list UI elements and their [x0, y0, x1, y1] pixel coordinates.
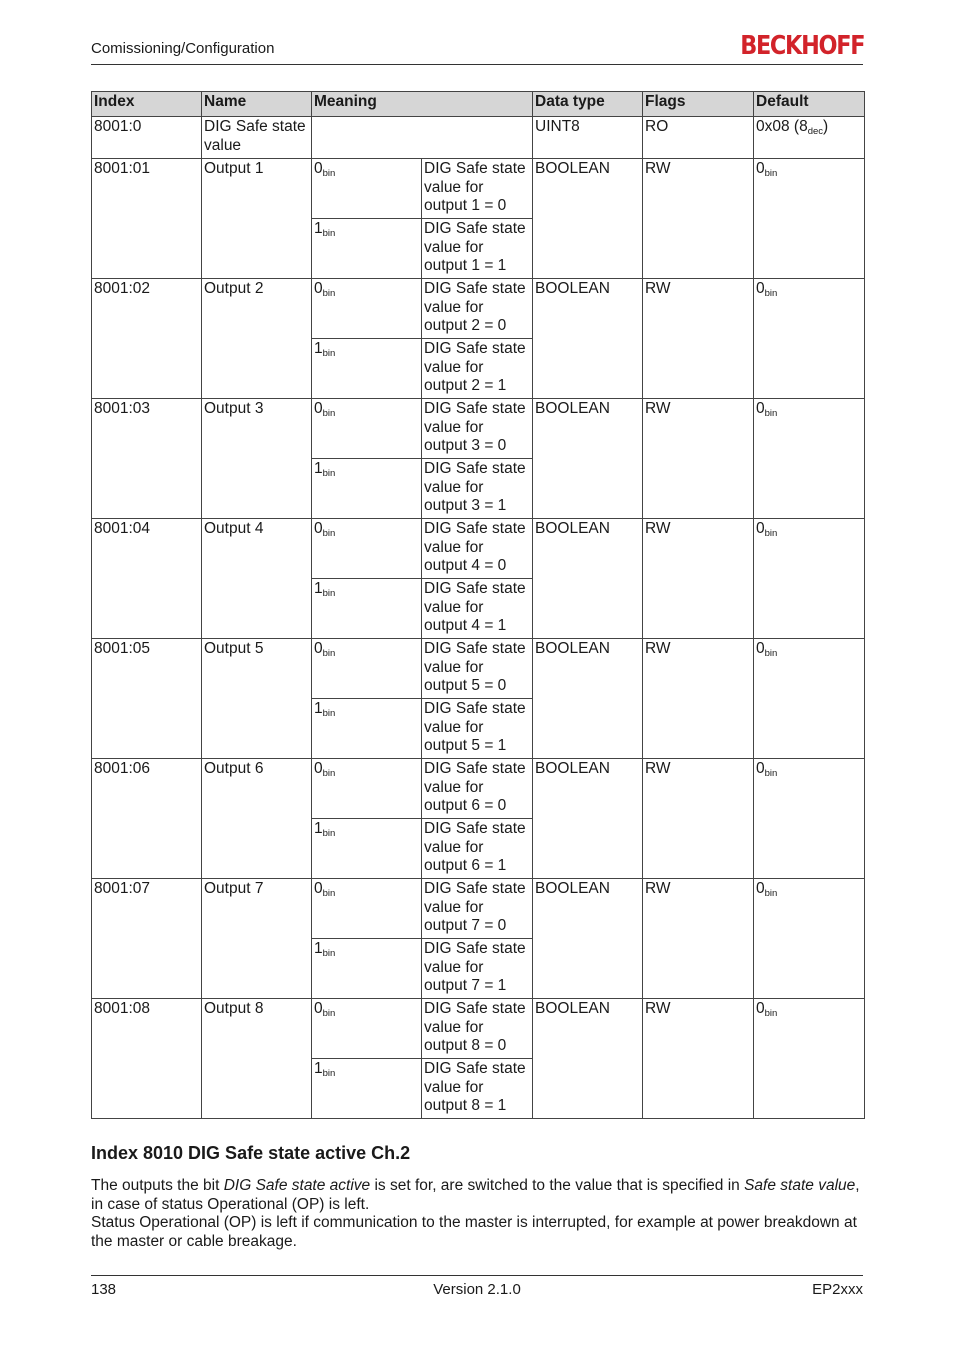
- cell-meaning-text: DIG Safe state value for output 7 = 1: [422, 939, 533, 999]
- default-unit: bin: [764, 1008, 778, 1019]
- bin-unit: bin: [322, 768, 336, 779]
- bin-unit: bin: [322, 948, 336, 959]
- cell-data-type: BOOLEAN: [533, 639, 643, 759]
- bin-value: 1: [314, 1060, 323, 1077]
- cell-meaning-value: [312, 639, 422, 699]
- bin-value: 0: [314, 1000, 323, 1017]
- default-close: ): [823, 118, 829, 135]
- cell-index: 8001:05: [92, 639, 202, 759]
- cell-name: Output 3: [202, 399, 312, 519]
- cell-meaning-value: [312, 819, 422, 879]
- cell-default: [754, 999, 865, 1119]
- default-value: 0: [756, 160, 765, 177]
- bin-unit: bin: [322, 588, 336, 599]
- paragraph-1-part-b: is set for, are switched to the value that is specified in: [370, 1177, 745, 1194]
- cell-index: 8001:02: [92, 279, 202, 399]
- cell-meaning-value: [312, 399, 422, 459]
- section-body: [91, 1177, 863, 1251]
- cell-name: Output 1: [202, 159, 312, 279]
- default-unit: bin: [764, 408, 778, 419]
- cell-meaning-text: DIG Safe state value for output 1 = 0: [422, 159, 533, 219]
- default-unit: dec: [807, 126, 824, 137]
- table-header-row: [92, 92, 865, 117]
- bin-unit: bin: [322, 528, 336, 539]
- cell-data-type: BOOLEAN: [533, 519, 643, 639]
- table-row: [92, 879, 865, 939]
- default-value: 0: [756, 280, 765, 297]
- cell-meaning-text: DIG Safe state value for output 2 = 1: [422, 339, 533, 399]
- footer-divider: [91, 1275, 863, 1276]
- cell-flags: RW: [643, 519, 754, 639]
- column-header-default: Default: [754, 92, 865, 117]
- table-row: [92, 759, 865, 819]
- table-row: [92, 999, 865, 1059]
- bin-unit: bin: [322, 468, 336, 479]
- bin-value: 1: [314, 700, 323, 717]
- cell-meaning-text: DIG Safe state value for output 6 = 0: [422, 759, 533, 819]
- bin-value: 1: [314, 820, 323, 837]
- cell-index: 8001:07: [92, 879, 202, 999]
- cell-name: Output 8: [202, 999, 312, 1119]
- default-unit: bin: [764, 768, 778, 779]
- cell-data-type: BOOLEAN: [533, 159, 643, 279]
- cell-data-type: BOOLEAN: [533, 279, 643, 399]
- cell-name: Output 6: [202, 759, 312, 879]
- cell-data-type: UINT8: [533, 117, 643, 159]
- cell-meaning-text: DIG Safe state value for output 4 = 0: [422, 519, 533, 579]
- bin-unit: bin: [322, 228, 336, 239]
- paragraph-1-part-c: , in case of status Operational (OP) is left.: [91, 1177, 860, 1213]
- column-header-name: Name: [202, 92, 312, 117]
- cell-name: Output 5: [202, 639, 312, 759]
- cell-meaning-text: DIG Safe state value for output 1 = 1: [422, 219, 533, 279]
- cell-meaning-text: DIG Safe state value for output 4 = 1: [422, 579, 533, 639]
- cell-data-type: BOOLEAN: [533, 759, 643, 879]
- cell-default: [754, 639, 865, 759]
- bin-unit: bin: [322, 168, 336, 179]
- cell-data-type: BOOLEAN: [533, 999, 643, 1119]
- bin-value: 0: [314, 760, 323, 777]
- bin-value: 0: [314, 280, 323, 297]
- cell-default: [754, 117, 865, 159]
- bin-unit: bin: [322, 828, 336, 839]
- table-row: [92, 159, 865, 219]
- cell-meaning-value: [312, 879, 422, 939]
- default-value: 0: [756, 520, 765, 537]
- page-number: 138: [91, 1281, 117, 1298]
- cell-default: [754, 759, 865, 879]
- cell-default: [754, 519, 865, 639]
- bin-value: 0: [314, 640, 323, 657]
- default-value: 0: [756, 400, 765, 417]
- cell-meaning-value: [312, 759, 422, 819]
- cell-name: Output 7: [202, 879, 312, 999]
- table-row: [92, 399, 865, 459]
- default-unit: bin: [764, 888, 778, 899]
- column-header-meaning: Meaning: [312, 92, 533, 117]
- table-row: [92, 519, 865, 579]
- cell-meaning-value: [312, 279, 422, 339]
- cell-flags: RW: [643, 399, 754, 519]
- cell-meaning-value: [312, 1059, 422, 1119]
- cell-meaning-value: [312, 159, 422, 219]
- cell-name: DIG Safe state value: [202, 117, 312, 159]
- cell-flags: RW: [643, 999, 754, 1119]
- table-row: [92, 117, 865, 159]
- default-unit: bin: [764, 288, 778, 299]
- beckhoff-logo: BECKHOFF: [739, 31, 864, 61]
- column-header-flags: Flags: [643, 92, 754, 117]
- cell-default: [754, 399, 865, 519]
- bin-unit: bin: [322, 888, 336, 899]
- cell-meaning-text: DIG Safe state value for output 8 = 0: [422, 999, 533, 1059]
- cell-meaning-text: DIG Safe state value for output 5 = 1: [422, 699, 533, 759]
- bin-unit: bin: [322, 708, 336, 719]
- bin-value: 1: [314, 940, 323, 957]
- cell-index: 8001:08: [92, 999, 202, 1119]
- cell-meaning-value: [312, 579, 422, 639]
- paragraph-1-part-a: The outputs the bit: [91, 1177, 224, 1194]
- bin-unit: bin: [322, 348, 336, 359]
- default-unit: bin: [764, 648, 778, 659]
- cell-index: 8001:04: [92, 519, 202, 639]
- cell-meaning-value: [312, 699, 422, 759]
- paragraph-2: Status Operational (OP) is left if communication to the master is interrupted, for example at power breakdown at the master or cable breakage.: [91, 1214, 857, 1250]
- bin-value: 0: [314, 160, 323, 177]
- cell-meaning-text: DIG Safe state value for output 5 = 0: [422, 639, 533, 699]
- table-row: [92, 639, 865, 699]
- bin-value: 0: [314, 520, 323, 537]
- document-version: Version 2.1.0: [433, 1281, 521, 1298]
- default-unit: bin: [764, 528, 778, 539]
- cell-index: 8001:03: [92, 399, 202, 519]
- bin-unit: bin: [322, 648, 336, 659]
- header-title: Comissioning/Configuration: [91, 40, 275, 57]
- cell-meaning-value: [312, 939, 422, 999]
- cell-name: Output 4: [202, 519, 312, 639]
- cell-flags: RW: [643, 759, 754, 879]
- bin-value: 1: [314, 340, 323, 357]
- cell-meaning-value: [312, 339, 422, 399]
- cell-meaning-text: DIG Safe state value for output 6 = 1: [422, 819, 533, 879]
- cell-meaning-text: DIG Safe state value for output 3 = 1: [422, 459, 533, 519]
- default-value: 0: [756, 1000, 765, 1017]
- bin-value: 1: [314, 460, 323, 477]
- bin-unit: bin: [322, 1008, 336, 1019]
- cell-name: Output 2: [202, 279, 312, 399]
- bin-value: 1: [314, 220, 323, 237]
- cell-flags: RW: [643, 279, 754, 399]
- cell-flags: RW: [643, 879, 754, 999]
- column-header-data-type: Data type: [533, 92, 643, 117]
- cell-meaning-text: DIG Safe state value for output 3 = 0: [422, 399, 533, 459]
- paragraph-1-emphasis-2: Safe state value: [744, 1177, 856, 1194]
- paragraph-1-emphasis-1: DIG Safe state active: [223, 1177, 371, 1194]
- bin-unit: bin: [322, 288, 336, 299]
- cell-meaning-text: DIG Safe state value for output 8 = 1: [422, 1059, 533, 1119]
- cell-index: 8001:06: [92, 759, 202, 879]
- column-header-index: Index: [92, 92, 202, 117]
- cell-meaning-text: DIG Safe state value for output 2 = 0: [422, 279, 533, 339]
- cell-flags: RW: [643, 639, 754, 759]
- product-name: EP2xxx: [812, 1281, 863, 1298]
- default-unit: bin: [764, 168, 778, 179]
- default-value: 0: [756, 880, 765, 897]
- default-value: 0: [756, 640, 765, 657]
- default-value: 0: [756, 760, 765, 777]
- cell-meaning-value: [312, 459, 422, 519]
- bin-value: 1: [314, 580, 323, 597]
- default-value: 0x08 (8: [756, 118, 808, 135]
- cell-index: 8001:01: [92, 159, 202, 279]
- cell-flags: RO: [643, 117, 754, 159]
- cell-default: [754, 879, 865, 999]
- cell-meaning-value: [312, 519, 422, 579]
- cell-meaning-value: [312, 219, 422, 279]
- cell-data-type: BOOLEAN: [533, 399, 643, 519]
- section-heading: Index 8010 DIG Safe state active Ch.2: [91, 1143, 411, 1163]
- bin-value: 0: [314, 880, 323, 897]
- header-divider: [91, 64, 863, 65]
- cell-index: 8001:0: [92, 117, 202, 159]
- cell-meaning: [312, 117, 533, 159]
- cell-meaning-text: DIG Safe state value for output 7 = 0: [422, 879, 533, 939]
- object-table: [91, 91, 865, 1119]
- cell-default: [754, 159, 865, 279]
- cell-data-type: BOOLEAN: [533, 879, 643, 999]
- bin-unit: bin: [322, 1068, 336, 1079]
- cell-flags: RW: [643, 159, 754, 279]
- bin-unit: bin: [322, 408, 336, 419]
- cell-default: [754, 279, 865, 399]
- bin-value: 0: [314, 400, 323, 417]
- table-row: [92, 279, 865, 339]
- cell-meaning-value: [312, 999, 422, 1059]
